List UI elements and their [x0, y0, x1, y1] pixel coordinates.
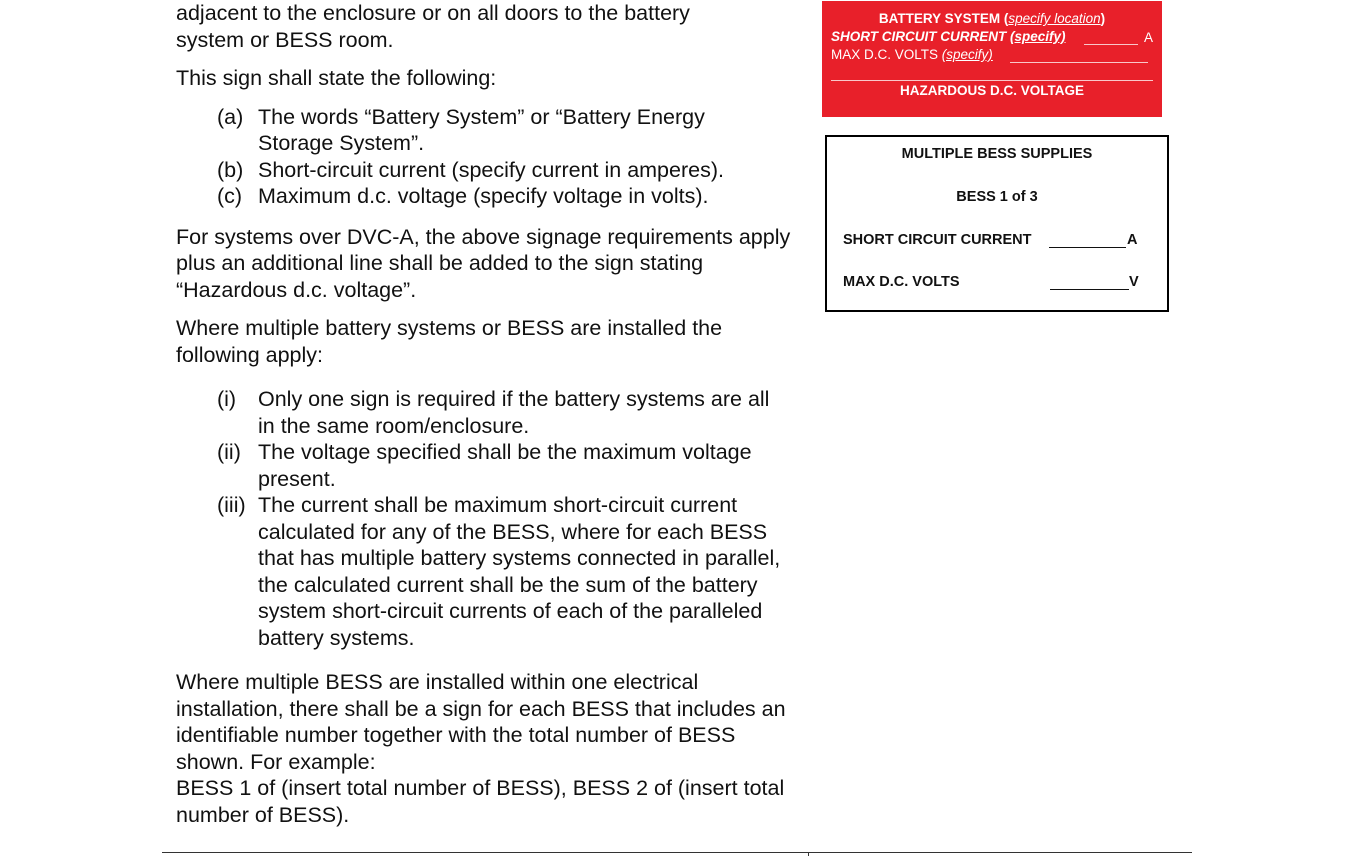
sign-current-line: [831, 29, 1066, 44]
multiple-bess-paragraph: Where multiple BESS are installed within one electrical installation, there shall be a sign for each BESS that includes an identifiable number together with the total number of BESS shown. For example:: [176, 670, 786, 774]
bess-example: BESS 1 of (insert total number of BESS), BESS 2 of (insert total number of BESS).: [176, 776, 785, 827]
list-marker: (a): [217, 104, 244, 129]
list-item: [176, 104, 738, 157]
bess-sign-count: BESS 1 of 3: [956, 189, 1038, 205]
bess-volts-blank: [1050, 289, 1129, 290]
sign-volts-line: [831, 47, 993, 62]
multiple-systems-list: [176, 386, 801, 651]
sign-statement-paragraph: This sign shall state the following:: [176, 66, 497, 90]
sign-hazard-line: HAZARDOUS D.C. VOLTAGE: [900, 83, 1084, 98]
sign-volts-label: MAX D.C. VOLTS: [831, 47, 939, 62]
dvc-paragraph: For systems over DVC-A, the above signage requirements apply plus an additional line shall be added to the sign stating “Hazardous d.c. voltage”.: [176, 224, 791, 302]
page-footer-tick: [808, 852, 809, 856]
bess-current-blank: [1049, 247, 1126, 248]
sign-divider: [831, 80, 1153, 81]
list-item-text: The voltage specified shall be the maximum voltage present.: [258, 440, 752, 491]
multiple-bess-sign: [825, 135, 1169, 312]
list-item: [176, 492, 803, 651]
list-item: [176, 386, 783, 439]
list-marker: (c): [217, 184, 243, 208]
bess-volts-label: MAX D.C. VOLTS: [843, 274, 960, 290]
multiple-systems-paragraph: Where multiple battery systems or BESS are installed the following apply:: [176, 316, 723, 367]
list-item-text: The current shall be maximum short-circuit current calculated for any of the BESS, where for each BESS that has multiple battery systems connected in parallel, the calculated current shall be the sum of the battery system short-circuit currents of each of the paralleled battery systems.: [258, 493, 781, 650]
sign-current-blank: [1084, 44, 1138, 45]
sign-volts-blank: [1010, 62, 1148, 63]
list-marker: (b): [217, 157, 244, 182]
page-footer-rule: [162, 852, 1192, 853]
list-item-text: Short-circuit current (specify current in amperes).: [258, 157, 724, 182]
list-marker: (ii): [217, 440, 241, 464]
bess-volts-unit: V: [1129, 274, 1139, 290]
list-item: [176, 157, 776, 184]
bess-current-unit: A: [1127, 232, 1138, 248]
list-marker: (iii): [217, 493, 246, 517]
list-item: [176, 439, 788, 492]
list-item-text: The words “Battery System” or “Battery Energy Storage System”.: [258, 104, 705, 155]
document-body: [176, 0, 806, 828]
sign-title-text: BATTERY SYSTEM: [878, 11, 1001, 26]
list-marker: (i): [217, 387, 237, 411]
sign-title-spec: specify location: [1008, 11, 1101, 26]
sign-title: BATTERY SYSTEM (specify location): [878, 11, 1106, 26]
list-item: [176, 183, 776, 210]
intro-paragraph: adjacent to the enclosure or on all doors to the battery system or BESS room.: [176, 1, 690, 52]
bess-current-label: SHORT CIRCUIT CURRENT: [843, 232, 1032, 248]
bess-sign-title: MULTIPLE BESS SUPPLIES: [901, 146, 1093, 162]
sign-current-unit: A: [1144, 30, 1154, 45]
sign-requirements-list: [176, 104, 776, 210]
sign-volts-spec: (specify): [941, 47, 993, 62]
sign-current-spec: (specify): [1010, 29, 1066, 44]
list-item-text: Maximum d.c. voltage (specify voltage in volts).: [258, 184, 709, 208]
sign-current-label: SHORT CIRCUIT CURRENT: [831, 29, 1007, 44]
list-item-text: Only one sign is required if the battery systems are all in the same room/enclosure.: [258, 387, 770, 438]
battery-system-sign: [822, 1, 1162, 117]
